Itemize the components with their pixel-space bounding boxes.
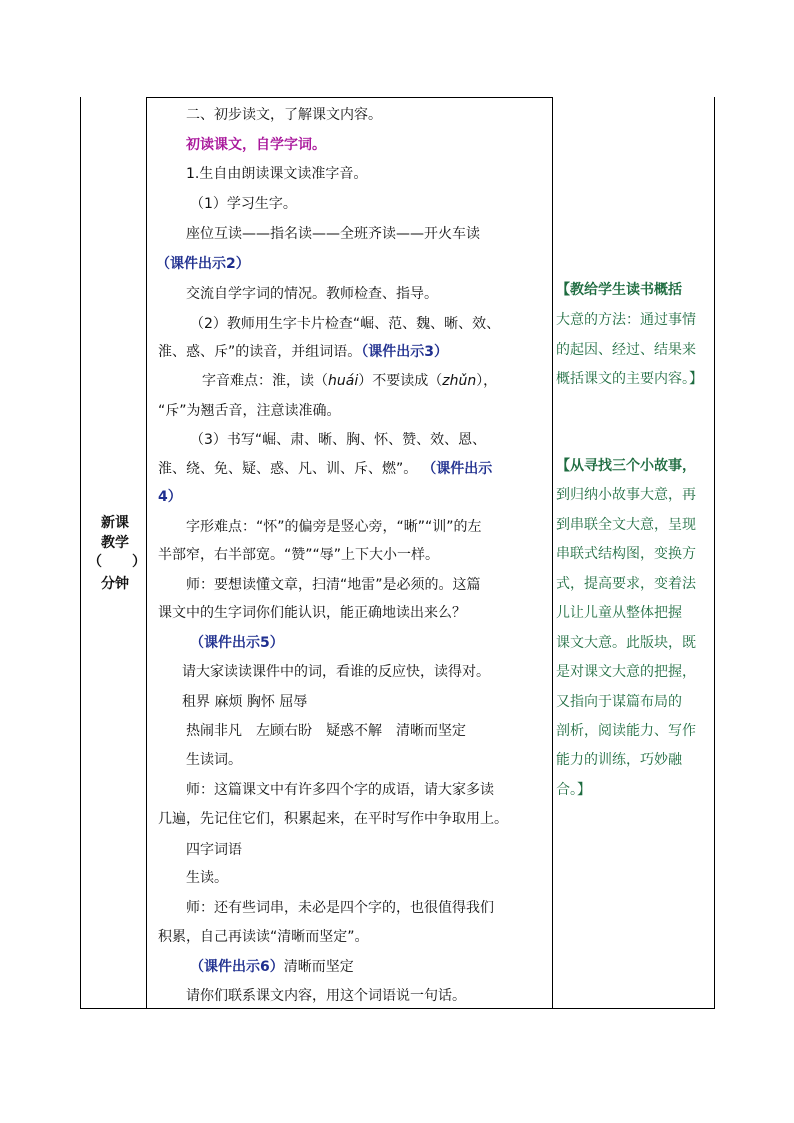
content-text: ）， [476, 373, 498, 389]
note-line: 【教给学生读书概括 [556, 282, 682, 298]
content-line: 1.生自由朗读课文读准字音。 [186, 166, 368, 182]
content-text: 淮、绕、免、疑、惑、凡、训、斥、燃”。 [158, 461, 418, 477]
content-line-pinyin [202, 371, 497, 391]
content-line: 半部窄，右半部宽。“赞”“辱”上下大小一样。 [158, 547, 440, 563]
courseware-ref: （课件出示3） [361, 344, 449, 360]
content-line: “斥”为翘舌音，注意读准确。 [158, 403, 341, 419]
table-left-border [80, 97, 81, 1009]
note-line: 是对课文大意的把握， [556, 664, 696, 680]
content-line: 师：这篇课文中有许多四个字的成语，请大家多读 [186, 782, 494, 798]
content-line: 座位互读——指名读——全班齐读——开火车读 [186, 226, 480, 242]
note-line: 大意的方法：通过事情 [556, 312, 696, 328]
label-column-divider [146, 97, 147, 1009]
note-line: 课文大意。此版块，既 [556, 635, 696, 651]
content-line: 二、初步读文，了解课文内容。 [186, 107, 382, 123]
content-column-divider [552, 97, 553, 1009]
note-line: 串联式结构图，变换方 [556, 546, 696, 562]
content-line: 师：还有些词串，未必是四个字的，也很值得我们 [186, 900, 494, 916]
note-line: 剖析，阅读能力、写作 [556, 723, 696, 739]
courseware-ref: （课件出示6） [190, 959, 284, 975]
word-list: 租界 麻烦 胸怀 屈辱 [182, 694, 308, 710]
content-line: 字形难点：“怀”的偏旁是竖心旁，“晰”“训”的左 [186, 519, 482, 535]
content-line: 交流自学字词的情况。教师检查、指导。 [186, 286, 438, 302]
content-line: 课文中的生字词你们能认识，能正确地读出来么？ [158, 605, 466, 621]
content-line: 请大家读读课件中的词，看谁的反应快，读得对。 [182, 664, 490, 680]
section-label-paren-open: （ [88, 554, 102, 570]
content-line: 生读词。 [186, 752, 242, 768]
note-line: 儿让儿童从整体把握 [556, 605, 682, 621]
content-text: 清晰而坚定 [283, 959, 354, 975]
content-line-with-ref [158, 342, 448, 362]
pinyin-text: zhǔn [442, 373, 477, 389]
courseware-ref: 4） [158, 489, 182, 505]
content-line: 四字词语 [186, 842, 242, 858]
content-cell-top-border [146, 97, 553, 98]
section-label-line1: 新课 [101, 515, 129, 531]
subheading: 初读课文，自学字词。 [186, 137, 326, 153]
section-label-line2: 教学 [101, 535, 129, 551]
courseware-ref: （课件出示2） [156, 256, 250, 272]
note-line: 到串联全文大意，呈现 [556, 517, 696, 533]
content-text: 淮、惑、斥”的读音，并组词语。 [158, 344, 362, 360]
note-line: 式，提高要求，变着法 [556, 576, 696, 592]
note-line: 又指向于谋篇布局的 [556, 694, 682, 710]
content-line-with-ref [190, 957, 354, 977]
courseware-ref: （课件出示 [429, 461, 493, 477]
content-line: 积累，自己再读读“清晰而坚定”。 [158, 929, 369, 945]
word-list: 热闹非凡 左顾右盼 疑惑不解 清晰而坚定 [186, 723, 466, 739]
content-line-with-ref [158, 459, 492, 479]
note-line: 到归纳小故事大意，再 [556, 487, 696, 503]
courseware-ref: （课件出示5） [190, 635, 284, 651]
content-line: 请你们联系课文内容，用这个词语说一句话。 [186, 988, 466, 1004]
section-label-paren-close: ） [132, 554, 146, 570]
note-line: 能力的训练，巧妙融 [556, 752, 682, 768]
content-line: （3）书写“崛、肃、晰、胸、怀、赞、效、恩、 [190, 432, 487, 448]
note-line: 概括课文的主要内容。】 [556, 371, 703, 387]
pinyin-text: huái [328, 373, 359, 389]
table-bottom-border [80, 1008, 715, 1009]
content-text: 字音难点：淮，读（ [202, 373, 328, 389]
section-label-line4: 分钟 [101, 576, 129, 592]
note-line: 合。】 [556, 782, 591, 798]
content-line: 师：要想读懂文章，扫清“地雷”是必须的。这篇 [186, 577, 481, 593]
content-line: 生读。 [186, 870, 228, 886]
note-line: 【从寻找三个小故事， [556, 458, 696, 474]
content-line: （2）教师用生字卡片检查“崛、范、魏、晰、效、 [190, 316, 501, 332]
content-line: 几遍，先记住它们，积累起来，在平时写作中争取用上。 [158, 811, 508, 827]
content-text: ）不要读成（ [358, 373, 443, 389]
content-line: （1）学习生字。 [190, 196, 297, 212]
note-line: 的起因、经过、结果来 [556, 342, 696, 358]
table-right-border [714, 97, 715, 1009]
